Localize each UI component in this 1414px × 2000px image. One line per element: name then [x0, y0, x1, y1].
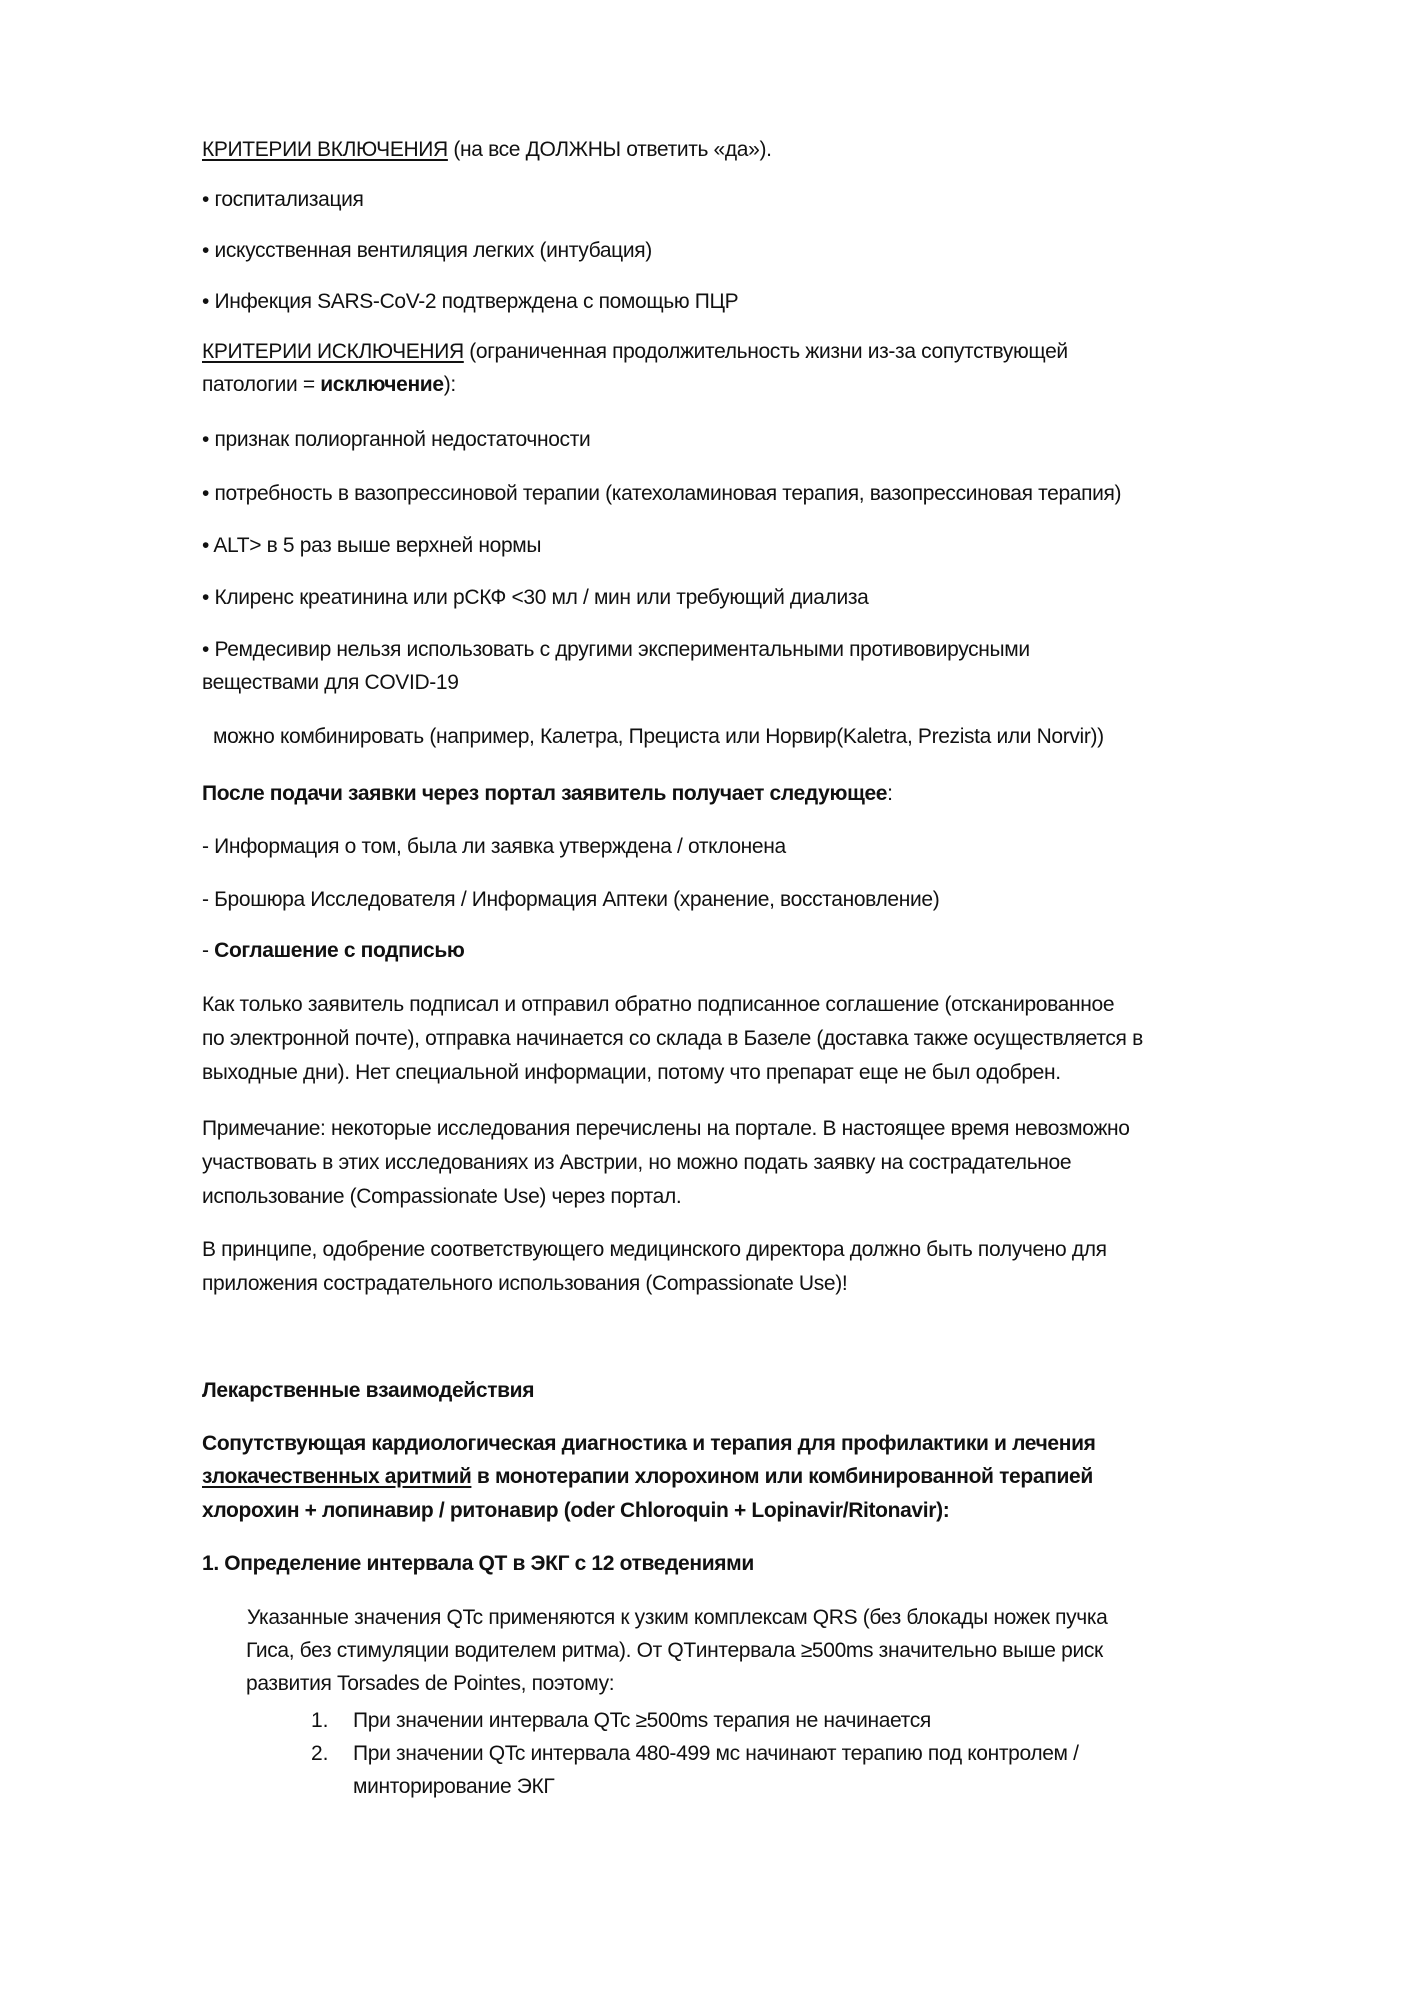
shipping-paragraph-line: выходные дни). Нет специальной информации, потому что препарат еще не был одобрен. — [202, 1061, 1061, 1084]
exclusion-item: • ALT> в 5 раз выше верхней нормы — [202, 534, 542, 557]
after-submission-title: После подачи заявки через портал заявитель получает следующее — [202, 782, 888, 805]
section1-paragraph-line: Указанные значения QTc применяются к узким комплексам QRS (без блокады ножек пучка — [247, 1606, 1108, 1629]
list-item-text: При значении интервала QTc ≥500ms терапия не начинается — [353, 1709, 931, 1732]
interactions-heading: Лекарственные взаимодействия — [202, 1379, 535, 1402]
inclusion-item: • госпитализация — [202, 188, 364, 211]
exclusion-line2-prefix: патологии = — [202, 373, 321, 396]
exclusion-item-remdesivir-cont: веществами для COVID-19 — [202, 671, 459, 694]
exclusion-title-suffix: (ограниченная продолжительность жизни из-за сопутствующей — [463, 340, 1068, 363]
section1-paragraph-line: развития Torsades de Pointes, поэтому: — [246, 1672, 615, 1695]
exclusion-heading-line2 — [202, 372, 456, 398]
inclusion-title: КРИТЕРИИ ВКЛЮЧЕНИЯ — [202, 138, 448, 161]
shipping-paragraph-line: Как только заявитель подписал и отправил обратно подписанное соглашение (отсканированное — [202, 993, 1115, 1016]
note-paragraph-line: использование (Compassionate Use) через портал. — [202, 1185, 682, 1208]
note-paragraph-line: Примечание: некоторые исследования перечислены на портале. В настоящее время невозможно — [202, 1117, 1130, 1140]
signature-label: Соглашение с подписью — [214, 939, 465, 962]
list-item-text: При значении QTc интервала 480-499 мс начинают терапию под контролем / — [353, 1742, 1079, 1765]
approval-paragraph-line: В принципе, одобрение соответствующего медицинского директора должно быть получено для — [202, 1238, 1107, 1261]
arrhythmia-term: злокачественных аритмий — [202, 1465, 472, 1488]
exclusion-item: • признак полиорганной недостаточности — [202, 428, 591, 451]
list-item-text-cont: минторирование ЭКГ — [353, 1775, 555, 1798]
note-paragraph-line: участвовать в этих исследованиях из Австрии, но можно подать заявку на сострадательное — [202, 1151, 1072, 1174]
list-item-number: 2. — [311, 1742, 329, 1765]
combine-note: можно комбинировать (например, Калетра, Прециста или Норвир(Kaletra, Prezista или Norvir)) — [213, 725, 1104, 748]
exclusion-item: • Клиренс креатинина или рСКФ <30 мл / мин или требующий диализа — [202, 586, 869, 609]
inclusion-item: • Инфекция SARS-CoV-2 подтверждена с помощью ПЦР — [202, 290, 739, 313]
exclusion-item-remdesivir: • Ремдесивир нельзя использовать с другими экспериментальными противовирусными — [202, 638, 1030, 661]
after-submission-heading — [202, 781, 893, 807]
exclusion-line2-suffix: ): — [443, 373, 456, 396]
section1-paragraph-line: Гиса, без стимуляции водителем ритма). От QTинтервала ≥500ms значительно выше риск — [246, 1639, 1103, 1662]
after-submission-item-signature — [202, 938, 465, 964]
exclusion-title: КРИТЕРИИ ИСКЛЮЧЕНИЯ — [202, 340, 464, 363]
exclusion-item: • потребность в вазопрессиновой терапии (катехоламиновая терапия, вазопрессиновая терапия) — [202, 482, 1122, 505]
approval-paragraph-line: приложения сострадательного использования (Compassionate Use)! — [202, 1272, 848, 1295]
cardio-line2-rest: в монотерапии хлорохином или комбинированной терапией — [471, 1465, 1093, 1488]
cardio-paragraph-line: Сопутствующая кардиологическая диагностика и терапия для профилактики и лечения — [202, 1432, 1096, 1455]
inclusion-heading — [202, 137, 772, 163]
exclusion-emphasis: исключение — [320, 373, 444, 396]
list-item-number: 1. — [311, 1709, 329, 1732]
cardio-paragraph-line: хлорохин + лопинавир / ритонавир (oder Chloroquin + Lopinavir/Ritonavir): — [202, 1499, 950, 1522]
section1-heading: 1. Определение интервала QT в ЭКГ с 12 отведениями — [202, 1552, 754, 1575]
after-submission-item: - Информация о том, была ли заявка утверждена / отклонена — [202, 835, 786, 858]
cardio-paragraph-line — [202, 1464, 1093, 1490]
inclusion-title-suffix: (на все ДОЛЖНЫ ответить «да»). — [447, 138, 772, 161]
signature-dash: - — [202, 939, 215, 962]
after-submission-item: - Брошюра Исследователя / Информация Аптеки (хранение, восстановление) — [202, 888, 940, 911]
exclusion-heading — [202, 339, 1068, 365]
shipping-paragraph-line: по электронной почте), отправка начинается со склада в Базеле (доставка также осуществляется в — [202, 1027, 1143, 1050]
after-submission-colon: : — [887, 782, 893, 805]
inclusion-item: • искусственная вентиляция легких (интубация) — [202, 239, 652, 262]
